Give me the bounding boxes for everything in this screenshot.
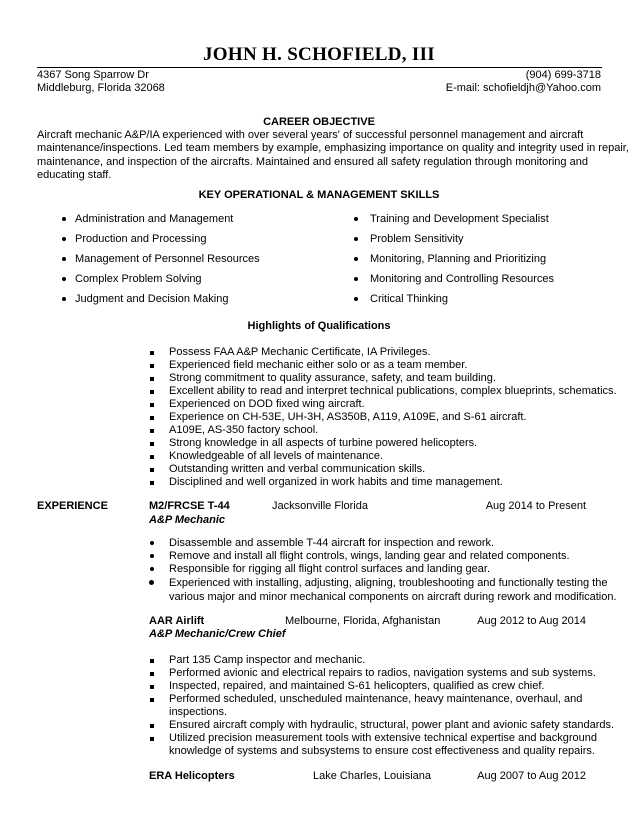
job-duty: Part 135 Camp inspector and mechanic. (169, 654, 366, 666)
job-duty: Disassemble and assemble T-44 aircraft for inspection and rework. (169, 537, 495, 549)
bullet-icon (62, 237, 66, 241)
job-employer: M2/FRCSE T-44 (149, 500, 230, 512)
highlight-item: Experience on CH-53E, UH-3H, AS350B, A119, A109E, and S-61 aircraft. (169, 411, 527, 423)
bullet-icon (62, 297, 66, 301)
job-location: Lake Charles, Louisiana (313, 770, 432, 782)
phone-number: (904) 699-3718 (525, 69, 601, 81)
square-bullet-icon (150, 659, 154, 663)
square-bullet-icon (150, 737, 154, 741)
square-bullet-icon (150, 455, 154, 459)
bullet-icon (150, 554, 154, 558)
square-bullet-icon (150, 442, 154, 446)
highlight-item: Possess FAA A&P Mechanic Certificate, IA Privileges. (169, 346, 431, 358)
job-dates: Aug 2014 to Present (485, 500, 586, 512)
skill-right-item: Monitoring, Planning and Prioritizing (370, 253, 547, 265)
skill-left-item: Management of Personnel Resources (75, 253, 260, 265)
bullet-icon (354, 257, 358, 261)
bullet-icon (150, 567, 154, 571)
job-duty-continued: knowledge of systems and subsystems to ensure cost effectiveness and quality repairs. (169, 745, 595, 757)
square-bullet-icon (150, 403, 154, 407)
job-duty: Inspected, repaired, and maintained S-61 helicopters, qualified as crew chief. (169, 680, 545, 692)
job-duty: Experienced with installing, adjusting, aligning, troubleshooting and functionally testing the (169, 577, 608, 589)
square-bullet-icon (150, 698, 154, 702)
square-bullet-icon (150, 672, 154, 676)
square-bullet-icon (150, 377, 154, 381)
bullet-icon (354, 297, 358, 301)
square-bullet-icon (150, 390, 154, 394)
skills-heading: KEY OPERATIONAL & MANAGEMENT SKILLS (198, 189, 440, 201)
objective-line: maintenance/inspections. Led team members by example, emphasizing importance on quality and integrity used in repair, (37, 142, 629, 155)
square-bullet-icon (150, 685, 154, 689)
job-title: A&P Mechanic/Crew Chief (149, 628, 286, 640)
square-bullet-icon (150, 468, 154, 472)
highlights-heading: Highlights of Qualifications (247, 320, 391, 332)
skill-left-item: Production and Processing (75, 233, 207, 245)
career-objective-text (37, 129, 629, 183)
job-employer: AAR Airlift (149, 615, 205, 627)
highlight-item: Experienced field mechanic either solo or as a team member. (169, 359, 468, 371)
email-address: E-mail: schofieldjh@Yahoo.com (445, 82, 601, 94)
skill-right-item: Monitoring and Controlling Resources (370, 273, 555, 285)
address-line-2: Middleburg, Florida 32068 (37, 82, 165, 94)
bullet-icon (150, 541, 154, 545)
highlight-item: Disciplined and well organized in work habits and time management. (169, 476, 503, 488)
square-bullet-icon (150, 481, 154, 485)
highlight-item: Knowledgeable of all levels of maintenance. (169, 450, 384, 462)
skill-right-item: Problem Sensitivity (370, 233, 464, 245)
job-location: Jacksonville Florida (272, 500, 368, 512)
job-dates: Aug 2007 to Aug 2012 (477, 770, 586, 782)
skill-left-item: Judgment and Decision Making (75, 293, 229, 305)
job-duty: Remove and install all flight controls, wings, landing gear and related components. (169, 550, 570, 562)
resume-name: JOHN H. SCHOFIELD, III (202, 44, 435, 65)
job-duty-continued: inspections. (169, 706, 228, 718)
bullet-icon (354, 237, 358, 241)
job-duty: Performed avionic and electrical repairs to radios, navigation systems and sub systems. (169, 667, 596, 679)
job-location: Melbourne, Florida, Afghanistan (285, 615, 441, 627)
job-duty: Utilized precision measurement tools with extensive technical expertise and background (169, 732, 598, 744)
objective-line: educating staff. (37, 169, 112, 182)
address-line-1: 4367 Song Sparrow Dr (37, 69, 149, 81)
bullet-icon (149, 580, 154, 585)
job-duty: Responsible for rigging all flight control surfaces and landing gear. (169, 563, 491, 575)
highlight-item: Outstanding written and verbal communication skills. (169, 463, 426, 475)
experience-heading: EXPERIENCE (37, 500, 108, 512)
job-duty-continued: various major and minor mechanical components on aircraft during rework and modification. (169, 591, 617, 603)
job-duty: Ensured aircraft comply with hydraulic, structural, power plant and avionic safety standards. (169, 719, 615, 731)
square-bullet-icon (150, 724, 154, 728)
square-bullet-icon (150, 364, 154, 368)
objective-line: Aircraft mechanic A&P/IA experienced with over several years' of successful personnel management and aircraft (37, 129, 584, 141)
header-divider (37, 67, 602, 68)
square-bullet-icon (150, 429, 154, 433)
job-title: A&P Mechanic (149, 514, 226, 526)
skill-right-item: Critical Thinking (370, 293, 449, 305)
bullet-icon (62, 277, 66, 281)
job-employer: ERA Helicopters (149, 770, 235, 782)
skill-left-item: Administration and Management (75, 213, 234, 225)
job-dates: Aug 2012 to Aug 2014 (477, 615, 586, 627)
highlight-item: Excellent ability to read and interpret technical publications, complex blueprints, schematics. (169, 385, 617, 397)
bullet-icon (354, 277, 358, 281)
objective-line: maintenance, and inspection of the aircrafts. Maintained and ensured all safety regulation through monitoring and (37, 155, 588, 168)
bullet-icon (62, 257, 66, 261)
highlight-item: Strong knowledge in all aspects of turbine powered helicopters. (169, 437, 478, 449)
skill-right-item: Training and Development Specialist (370, 213, 549, 225)
job-duty: Performed scheduled, unscheduled maintenance, heavy maintenance, overhaul, and (169, 693, 583, 705)
skill-left-item: Complex Problem Solving (75, 273, 202, 285)
highlight-item: A109E, AS-350 factory school. (169, 424, 319, 436)
career-objective-heading: CAREER OBJECTIVE (263, 116, 375, 128)
square-bullet-icon (150, 351, 154, 355)
highlight-item: Strong commitment to quality assurance, safety, and team building. (169, 372, 496, 384)
bullet-icon (62, 217, 66, 221)
square-bullet-icon (150, 416, 154, 420)
bullet-icon (354, 217, 358, 221)
highlight-item: Experienced on DOD fixed wing aircraft. (169, 398, 365, 410)
